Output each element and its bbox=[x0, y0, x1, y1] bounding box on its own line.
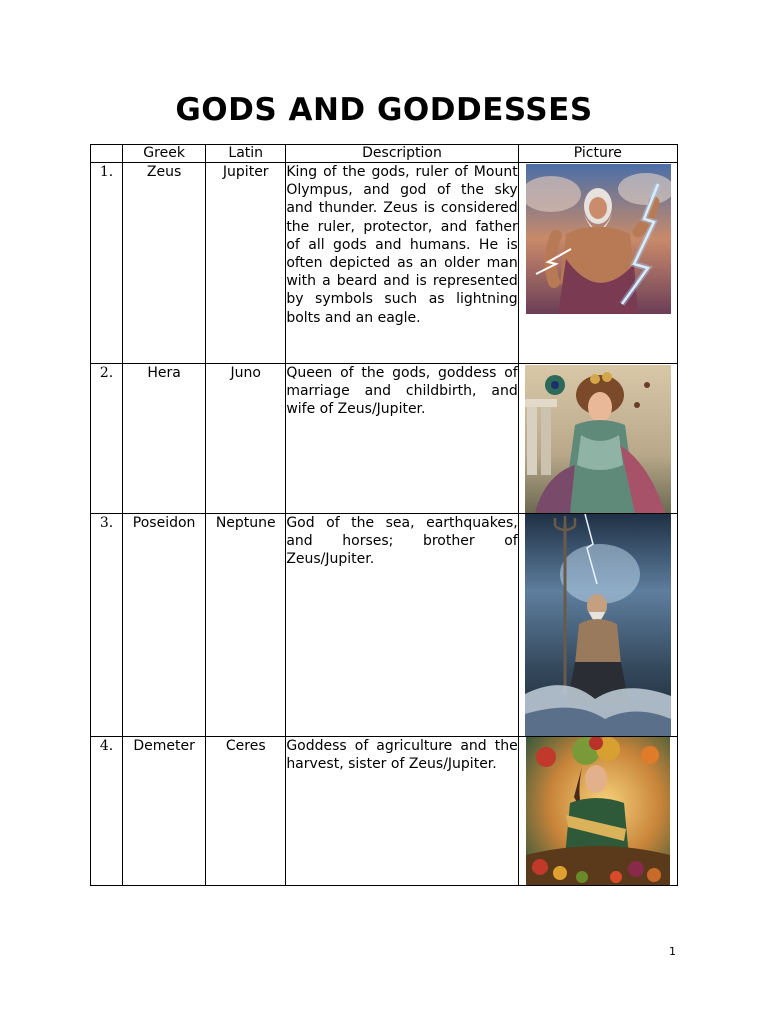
picture-cell bbox=[518, 514, 677, 737]
latin-name: Ceres bbox=[206, 737, 286, 886]
page-number: 1 bbox=[669, 945, 676, 958]
gods-table bbox=[90, 144, 678, 886]
greek-name: Poseidon bbox=[123, 514, 206, 737]
description-cell bbox=[286, 514, 518, 737]
picture-cell bbox=[518, 737, 677, 886]
greek-name: Demeter bbox=[123, 737, 206, 886]
table-row bbox=[91, 737, 678, 886]
description-text: Queen of the gods, goddess of marriage and childbirth, and wife of Zeus/Jupiter. bbox=[286, 365, 518, 418]
description-text: King of the gods, ruler of Mount Olympus, and god of the sky and thunder. Zeus is considered the ruler, protector, and father of all gods and humans. He is often depicted as an older man with a beard and is represented by symbols such as lightning bolts and an eagle. bbox=[286, 164, 518, 326]
table-row bbox=[91, 364, 678, 514]
table-row bbox=[91, 163, 678, 364]
picture-cell bbox=[518, 364, 677, 514]
row-number: 3. bbox=[91, 514, 123, 737]
description-text: Goddess of agriculture and the harvest, sister of Zeus/Jupiter. bbox=[286, 738, 518, 773]
description-cell bbox=[286, 163, 518, 364]
greek-name: Hera bbox=[123, 364, 206, 514]
row-number: 1. bbox=[91, 163, 123, 364]
header-number bbox=[91, 145, 123, 163]
table-row bbox=[91, 514, 678, 737]
header-picture: Picture bbox=[518, 145, 677, 163]
greek-name: Zeus bbox=[123, 163, 206, 364]
demeter-illustration bbox=[526, 737, 670, 885]
page-title: GODS AND GODDESSES bbox=[175, 92, 593, 128]
picture-cell bbox=[518, 163, 677, 364]
zeus-illustration bbox=[526, 164, 671, 314]
latin-name: Juno bbox=[206, 364, 286, 514]
header-greek: Greek bbox=[123, 145, 206, 163]
row-number: 2. bbox=[91, 364, 123, 514]
header-description: Description bbox=[286, 145, 518, 163]
poseidon-illustration bbox=[525, 514, 671, 736]
description-cell bbox=[286, 737, 518, 886]
header-latin: Latin bbox=[206, 145, 286, 163]
description-text: God of the sea, earthquakes, and horses; brother of Zeus/Jupiter. bbox=[286, 515, 518, 568]
header-row bbox=[91, 145, 678, 163]
row-number: 4. bbox=[91, 737, 123, 886]
hera-illustration bbox=[525, 365, 671, 513]
description-cell bbox=[286, 364, 518, 514]
latin-name: Jupiter bbox=[206, 163, 286, 364]
latin-name: Neptune bbox=[206, 514, 286, 737]
